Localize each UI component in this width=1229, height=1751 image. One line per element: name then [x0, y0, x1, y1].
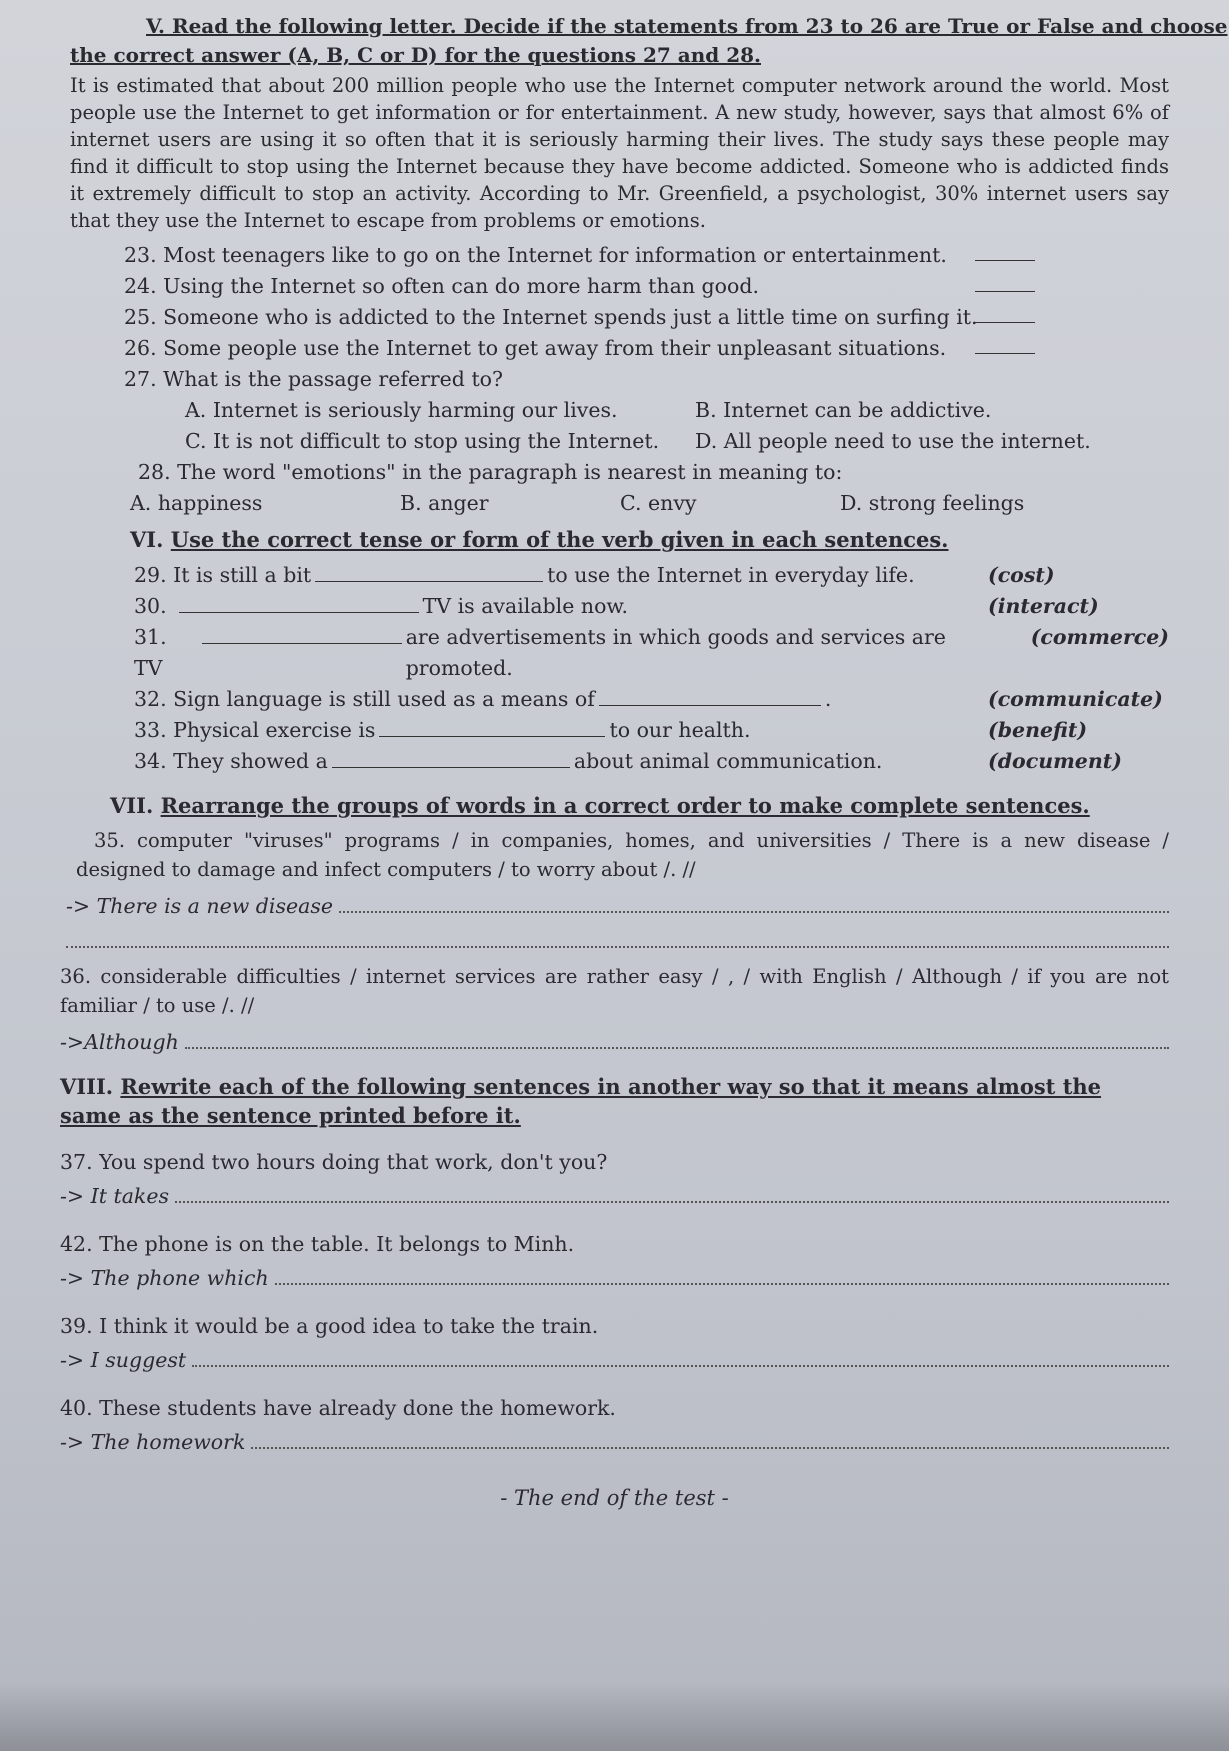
- q42-answer: [60, 1262, 1169, 1294]
- q30-blank[interactable]: [179, 611, 419, 613]
- section-vii-title: Rearrange the groups of words in a correct order to make complete sentences.: [160, 793, 1090, 818]
- page-bottom-shadow: [0, 1681, 1229, 1751]
- q32-hint: (communicate): [988, 687, 1163, 711]
- q39-prompt: -> I suggest: [60, 1348, 187, 1372]
- q29-hint: (cost): [988, 563, 1055, 587]
- q37-prompt: -> It takes: [60, 1184, 170, 1208]
- question-35: 35. computer "viruses" programs / in companies, homes, and universities / There is a new disease / designed to damage and infect computers / to worry about /. //: [76, 829, 1169, 881]
- question-27-text: 27. What is the passage referred to?: [124, 367, 504, 391]
- q36-answer: [60, 1026, 1169, 1058]
- question-28-options: [60, 488, 1169, 519]
- q42-answer-dots[interactable]: [275, 1265, 1169, 1285]
- q40-answer-dots[interactable]: [251, 1429, 1169, 1449]
- q33-before: 33. Physical exercise is: [134, 718, 376, 742]
- q29-after: to use the Internet in everyday life.: [547, 563, 915, 587]
- q32-blank[interactable]: [599, 704, 821, 706]
- answer-blank-24[interactable]: [975, 291, 1035, 292]
- q27-option-d[interactable]: D. All people need to use the internet.: [695, 429, 1091, 453]
- question-40: [60, 1390, 1169, 1426]
- q36-answer-dots[interactable]: [185, 1029, 1169, 1049]
- q42-sentence: 42. The phone is on the table. It belongs to Minh.: [60, 1232, 575, 1256]
- question-31: [60, 622, 1169, 684]
- answer-blank-25[interactable]: [975, 322, 1035, 323]
- question-24-text: 24. Using the Internet so often can do more harm than good.: [124, 274, 759, 298]
- question-30: [60, 591, 1169, 622]
- q35-answer-dots-line2[interactable]: [66, 926, 1169, 948]
- q34-after: about animal communication.: [573, 749, 883, 773]
- section-viii-number: VIII.: [60, 1074, 114, 1099]
- q31-hint: (commerce): [1030, 625, 1169, 649]
- section-v-heading-line1: V. Read the following letter. Decide if the statements from 23 to 26 are True or False and choose: [146, 14, 1228, 38]
- q27-option-a[interactable]: A. Internet is seriously harming our lives.: [185, 398, 618, 422]
- question-28-text: 28. The word "emotions" in the paragraph is nearest in meaning to:: [138, 460, 843, 484]
- q33-hint: (benefit): [988, 718, 1088, 742]
- q29-blank[interactable]: [315, 580, 543, 582]
- q28-option-d[interactable]: D. strong feelings: [840, 491, 1025, 515]
- question-42: [60, 1226, 1169, 1262]
- question-29: [60, 560, 1169, 591]
- q40-sentence: 40. These students have already done the homework.: [60, 1396, 616, 1420]
- q39-answer: [60, 1344, 1169, 1376]
- reading-passage: It is estimated that about 200 million people who use the Internet computer network around the world. Most people use the Internet to get information or for entertainment. A new study, however, says that almost 6% of internet users are using it so often that it is seriously harming their lives. The study says these people may find it difficult to stop using the Internet because they have become addicted. Someone who is addicted finds it extremely difficult to stop an activity. According to Mr. Greenfield, a psychologist, 30% internet users say that they use the Internet to escape from problems or emotions.: [70, 74, 1169, 232]
- q35-answer: [60, 890, 1169, 922]
- answer-blank-23[interactable]: [975, 260, 1035, 261]
- q27-option-c[interactable]: C. It is not difficult to stop using the Internet.: [185, 429, 660, 453]
- q37-sentence: 37. You spend two hours doing that work, don't you?: [60, 1150, 608, 1174]
- q32-before: 32. Sign language is still used as a means of: [134, 687, 595, 711]
- q28-option-a[interactable]: A. happiness: [130, 491, 263, 515]
- question-28: [60, 457, 1169, 488]
- section-vi-number: VI.: [130, 527, 164, 552]
- q39-sentence: 39. I think it would be a good idea to take the train.: [60, 1314, 599, 1338]
- section-v-heading-line2: the correct answer (A, B, C or D) for the questions 27 and 28.: [70, 43, 761, 67]
- question-25-text: 25. Someone who is addicted to the Internet spends just a little time on surfing it.: [124, 305, 978, 329]
- section-vii-number: VII.: [110, 793, 154, 818]
- q34-hint: (document): [988, 749, 1122, 773]
- q32-after: .: [824, 687, 832, 711]
- q37-answer-dots[interactable]: [175, 1183, 1169, 1203]
- question-23-text: 23. Most teenagers like to go on the Internet for information or entertainment.: [124, 243, 947, 267]
- question-36: 36. considerable difficulties / internet services are rather easy / , / with English / Although / if you are not familiar / to use /. //: [60, 965, 1169, 1017]
- end-of-test: - The end of the test -: [500, 1486, 729, 1510]
- section-vii-heading: [60, 791, 1169, 820]
- q40-answer: [60, 1426, 1169, 1458]
- q31-after: are advertisements in which goods and services are promoted.: [405, 625, 946, 680]
- q29-before: 29. It is still a bit: [134, 563, 312, 587]
- question-37: [60, 1144, 1169, 1180]
- question-33: [60, 715, 1169, 746]
- question-26-text: 26. Some people use the Internet to get away from their unpleasant situations.: [124, 336, 947, 360]
- q31-before: 31. TV: [134, 625, 167, 680]
- section-viii-title: Rewrite each of the following sentences in another way so that it means almost the same as the sentence printed before it.: [60, 1074, 1102, 1128]
- q36-prompt: ->Although: [60, 1030, 179, 1054]
- question-27: [60, 364, 1169, 395]
- section-viii-heading: [60, 1072, 1169, 1130]
- q33-blank[interactable]: [379, 735, 605, 737]
- question-34: [60, 746, 1169, 777]
- q40-prompt: -> The homework: [60, 1430, 246, 1454]
- q34-before: 34. They showed a: [134, 749, 328, 773]
- q28-option-b[interactable]: B. anger: [400, 491, 489, 515]
- q30-hint: (interact): [988, 594, 1099, 618]
- q35-prompt: -> There is a new disease: [66, 894, 334, 918]
- q34-blank[interactable]: [332, 766, 570, 768]
- question-39: [60, 1308, 1169, 1344]
- question-24: [60, 271, 1169, 302]
- q30-after: TV is available now.: [422, 594, 629, 618]
- q30-before: 30.: [134, 594, 167, 618]
- question-23: [60, 240, 1169, 271]
- q39-answer-dots[interactable]: [192, 1347, 1169, 1367]
- q31-blank[interactable]: [202, 642, 401, 644]
- question-27-options: [60, 395, 1169, 457]
- q28-option-c[interactable]: C. envy: [620, 491, 697, 515]
- question-32: [60, 684, 1169, 715]
- question-25: [60, 302, 1169, 333]
- section-vi-heading: [60, 525, 1169, 554]
- q27-option-b[interactable]: B. Internet can be addictive.: [695, 398, 992, 422]
- q37-answer: [60, 1180, 1169, 1212]
- section-vi-title: Use the correct tense or form of the verb given in each sentences.: [170, 527, 949, 552]
- q42-prompt: -> The phone which: [60, 1266, 269, 1290]
- question-26: [60, 333, 1169, 364]
- q35-answer-dots[interactable]: [339, 893, 1169, 913]
- q33-after: to our health.: [609, 718, 751, 742]
- answer-blank-26[interactable]: [975, 353, 1035, 354]
